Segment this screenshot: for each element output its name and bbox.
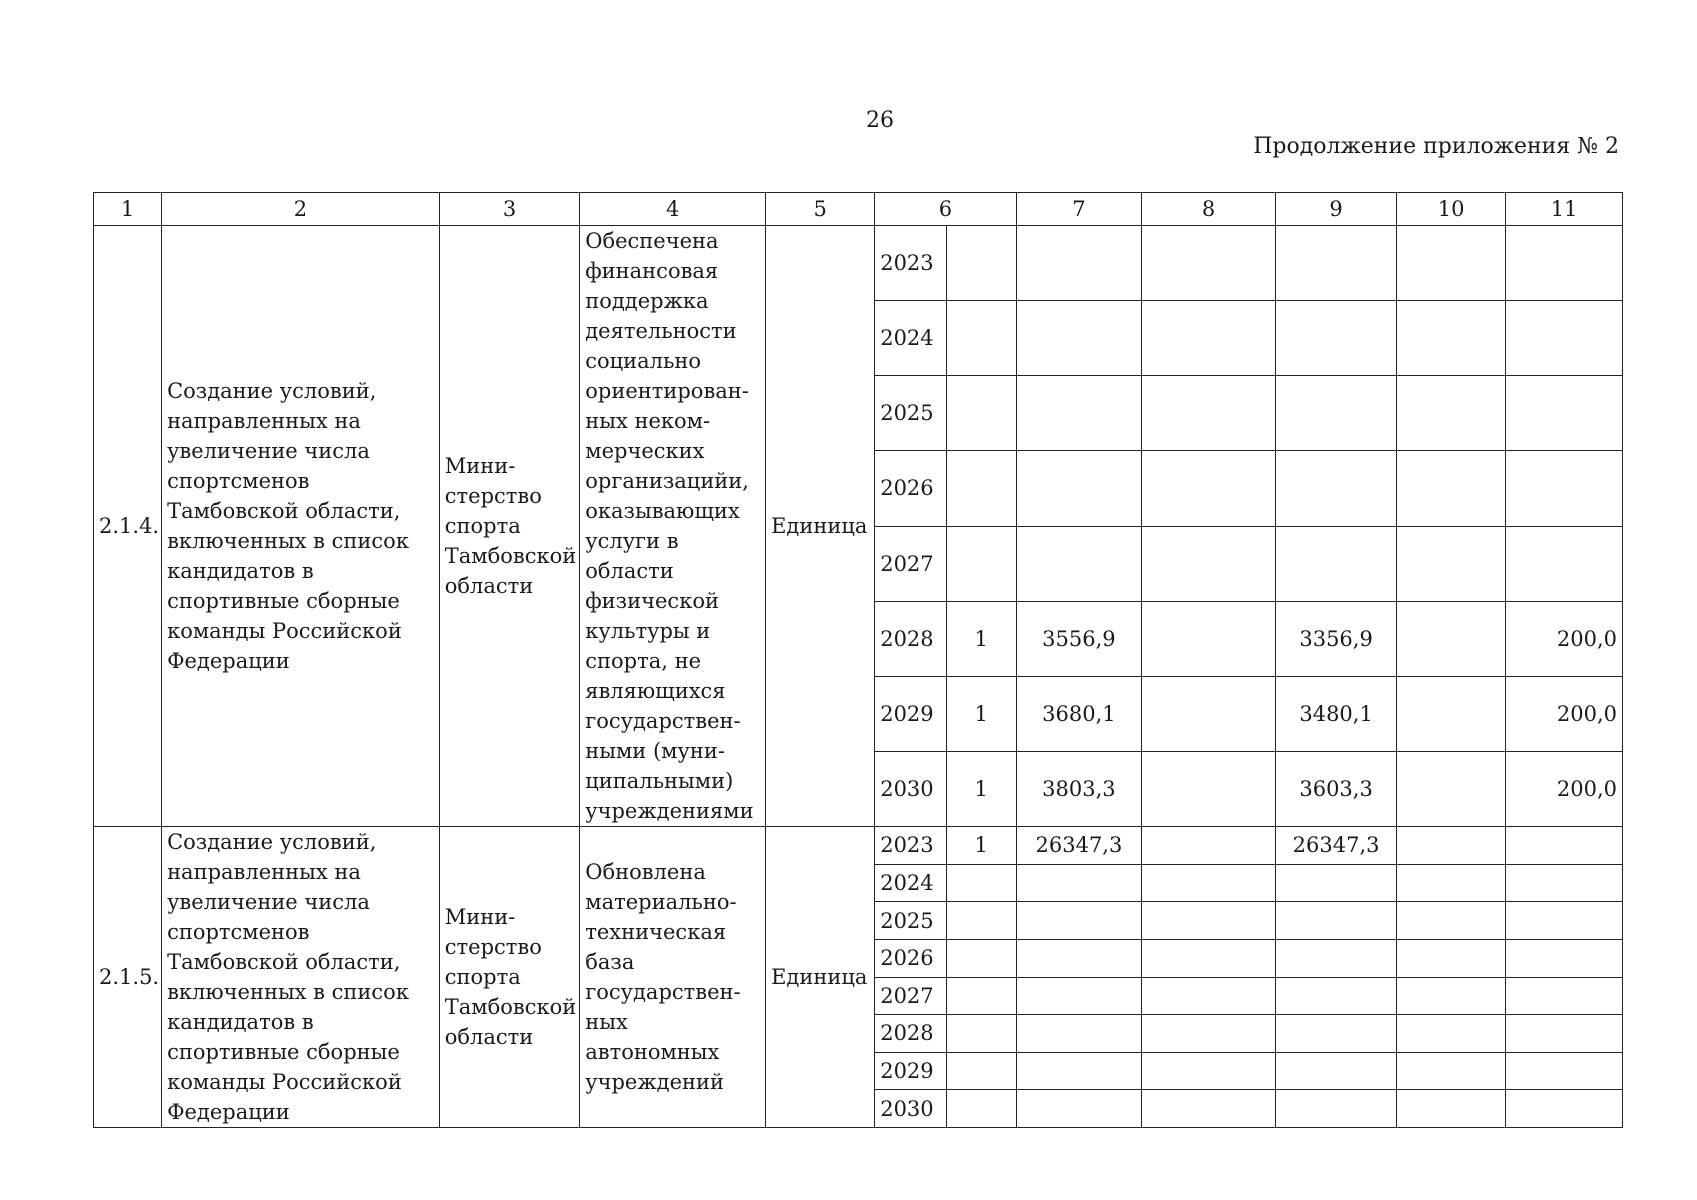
year-cell: 2030 (875, 1090, 946, 1128)
count-cell (946, 451, 1016, 526)
amount-col9-cell: 26347,3 (1276, 827, 1397, 865)
amount-col10-cell (1397, 751, 1506, 826)
count-cell (946, 376, 1016, 451)
count-cell (946, 1090, 1016, 1128)
header-cell-7: 7 (1016, 193, 1141, 226)
page-number: 26 (866, 108, 894, 133)
amount-col7-cell (1016, 226, 1141, 301)
amount-col11-cell: 200,0 (1506, 751, 1623, 826)
amount-col11-cell (1506, 226, 1623, 301)
amount-col11-cell (1506, 1052, 1623, 1090)
amount-col9-cell (1276, 301, 1397, 376)
header-row (94, 193, 1623, 226)
amount-col7-cell (1016, 864, 1141, 902)
row-number-cell: 2.1.5. (94, 827, 162, 1128)
amount-col10-cell (1397, 939, 1506, 977)
amount-col11-cell (1506, 1090, 1623, 1128)
amount-col10-cell (1397, 902, 1506, 940)
count-cell (946, 301, 1016, 376)
activity-cell: Создание условий, направленных на увеличение числа спортсменов Тамбовской области, включенных в список кандидатов в спортивные сборные команды Российской Федерации (162, 226, 440, 827)
amount-col8-cell (1142, 526, 1276, 601)
amount-col7-cell (1016, 977, 1141, 1015)
year-cell: 2030 (875, 751, 946, 826)
header-cell-5: 5 (766, 193, 875, 226)
amount-col8-cell (1142, 451, 1276, 526)
amount-col10-cell (1397, 864, 1506, 902)
amount-col9-cell: 3356,9 (1276, 601, 1397, 676)
amount-col9-cell (1276, 451, 1397, 526)
amount-col7-cell (1016, 1090, 1141, 1128)
count-cell: 1 (946, 751, 1016, 826)
count-cell (946, 939, 1016, 977)
amount-col10-cell (1397, 376, 1506, 451)
year-cell: 2024 (875, 301, 946, 376)
year-cell: 2027 (875, 977, 946, 1015)
amount-col8-cell (1142, 601, 1276, 676)
amount-col11-cell: 200,0 (1506, 601, 1623, 676)
amount-col10-cell (1397, 1090, 1506, 1128)
count-cell (946, 1052, 1016, 1090)
year-cell: 2029 (875, 1052, 946, 1090)
result-cell: Обеспечена финансовая поддержка деятельности социально ориентирован-ных неком-мерческих организацийи, оказывающих услуги в области физической культуры и спорта, не являющихся государствен-ными (муни-ципальными) учреждениями (580, 226, 766, 827)
executor-cell: Мини-стерство спорта Тамбовской области (439, 226, 579, 827)
year-cell: 2025 (875, 376, 946, 451)
amount-col9-cell (1276, 1015, 1397, 1053)
year-cell: 2023 (875, 827, 946, 865)
year-cell: 2023 (875, 226, 946, 301)
table-row (94, 226, 1623, 301)
amount-col8-cell (1142, 977, 1276, 1015)
amount-col8-cell (1142, 301, 1276, 376)
header-cell-9: 9 (1276, 193, 1397, 226)
amount-col10-cell (1397, 451, 1506, 526)
amount-col10-cell (1397, 1015, 1506, 1053)
count-cell: 1 (946, 827, 1016, 865)
header-cell-3: 3 (439, 193, 579, 226)
result-cell: Обновлена материально-техническая база государствен-ных автономных учреждений (580, 827, 766, 1128)
amount-col8-cell (1142, 1052, 1276, 1090)
amount-col10-cell (1397, 676, 1506, 751)
amount-col11-cell (1506, 864, 1623, 902)
amount-col11-cell (1506, 376, 1623, 451)
amount-col7-cell (1016, 301, 1141, 376)
amount-col9-cell (1276, 526, 1397, 601)
amount-col8-cell (1142, 864, 1276, 902)
amount-col11-cell (1506, 939, 1623, 977)
header-cell-1: 1 (94, 193, 162, 226)
count-cell: 1 (946, 601, 1016, 676)
amount-col9-cell (1276, 902, 1397, 940)
amount-col8-cell (1142, 226, 1276, 301)
amount-col9-cell (1276, 1090, 1397, 1128)
row-number-cell: 2.1.4. (94, 226, 162, 827)
amount-col7-cell (1016, 1052, 1141, 1090)
header-cell-8: 8 (1142, 193, 1276, 226)
header-cell-2: 2 (162, 193, 440, 226)
amount-col11-cell (1506, 977, 1623, 1015)
activity-cell: Создание условий, направленных на увеличение числа спортсменов Тамбовской области, включенных в список кандидатов в спортивные сборные команды Российской Федерации (162, 827, 440, 1128)
amount-col10-cell (1397, 977, 1506, 1015)
amount-col7-cell (1016, 1015, 1141, 1053)
header-cell-4: 4 (580, 193, 766, 226)
amount-col8-cell (1142, 1015, 1276, 1053)
amount-col7-cell: 3556,9 (1016, 601, 1141, 676)
count-cell (946, 864, 1016, 902)
amount-col9-cell (1276, 226, 1397, 301)
amount-col11-cell (1506, 1015, 1623, 1053)
amount-col9-cell: 3603,3 (1276, 751, 1397, 826)
amount-col11-cell (1506, 827, 1623, 865)
amount-col7-cell (1016, 376, 1141, 451)
amount-col7-cell (1016, 526, 1141, 601)
amount-col8-cell (1142, 902, 1276, 940)
appendix-table (93, 192, 1623, 1128)
amount-col9-cell: 3480,1 (1276, 676, 1397, 751)
amount-col8-cell (1142, 827, 1276, 865)
appendix-continuation-label: Продолжение приложения № 2 (1253, 134, 1619, 159)
amount-col9-cell (1276, 939, 1397, 977)
year-cell: 2029 (875, 676, 946, 751)
count-cell: 1 (946, 676, 1016, 751)
amount-col7-cell: 3803,3 (1016, 751, 1141, 826)
amount-col11-cell: 200,0 (1506, 676, 1623, 751)
count-cell (946, 226, 1016, 301)
amount-col10-cell (1397, 827, 1506, 865)
amount-col7-cell (1016, 451, 1141, 526)
amount-col10-cell (1397, 1052, 1506, 1090)
amount-col8-cell (1142, 676, 1276, 751)
year-cell: 2028 (875, 1015, 946, 1053)
unit-cell: Единица (766, 226, 875, 827)
header-cell-10: 10 (1397, 193, 1506, 226)
count-cell (946, 977, 1016, 1015)
amount-col9-cell (1276, 864, 1397, 902)
count-cell (946, 526, 1016, 601)
amount-col7-cell: 26347,3 (1016, 827, 1141, 865)
amount-col8-cell (1142, 751, 1276, 826)
amount-col10-cell (1397, 226, 1506, 301)
amount-col9-cell (1276, 977, 1397, 1015)
amount-col11-cell (1506, 526, 1623, 601)
amount-col9-cell (1276, 376, 1397, 451)
year-cell: 2026 (875, 451, 946, 526)
amount-col7-cell (1016, 902, 1141, 940)
amount-col10-cell (1397, 526, 1506, 601)
amount-col11-cell (1506, 902, 1623, 940)
amount-col8-cell (1142, 939, 1276, 977)
amount-col8-cell (1142, 376, 1276, 451)
count-cell (946, 902, 1016, 940)
count-cell (946, 1015, 1016, 1053)
year-cell: 2026 (875, 939, 946, 977)
amount-col11-cell (1506, 301, 1623, 376)
amount-col10-cell (1397, 301, 1506, 376)
table-body (94, 193, 1623, 1128)
executor-cell: Мини-стерство спорта Тамбовской области (439, 827, 579, 1128)
year-cell: 2028 (875, 601, 946, 676)
amount-col11-cell (1506, 451, 1623, 526)
header-cell-11: 11 (1506, 193, 1623, 226)
amount-col8-cell (1142, 1090, 1276, 1128)
amount-col7-cell (1016, 939, 1141, 977)
amount-col10-cell (1397, 601, 1506, 676)
table-row (94, 827, 1623, 865)
year-cell: 2025 (875, 902, 946, 940)
amount-col9-cell (1276, 1052, 1397, 1090)
amount-col7-cell: 3680,1 (1016, 676, 1141, 751)
year-cell: 2024 (875, 864, 946, 902)
year-cell: 2027 (875, 526, 946, 601)
unit-cell: Единица (766, 827, 875, 1128)
header-cell-6: 6 (875, 193, 1017, 226)
